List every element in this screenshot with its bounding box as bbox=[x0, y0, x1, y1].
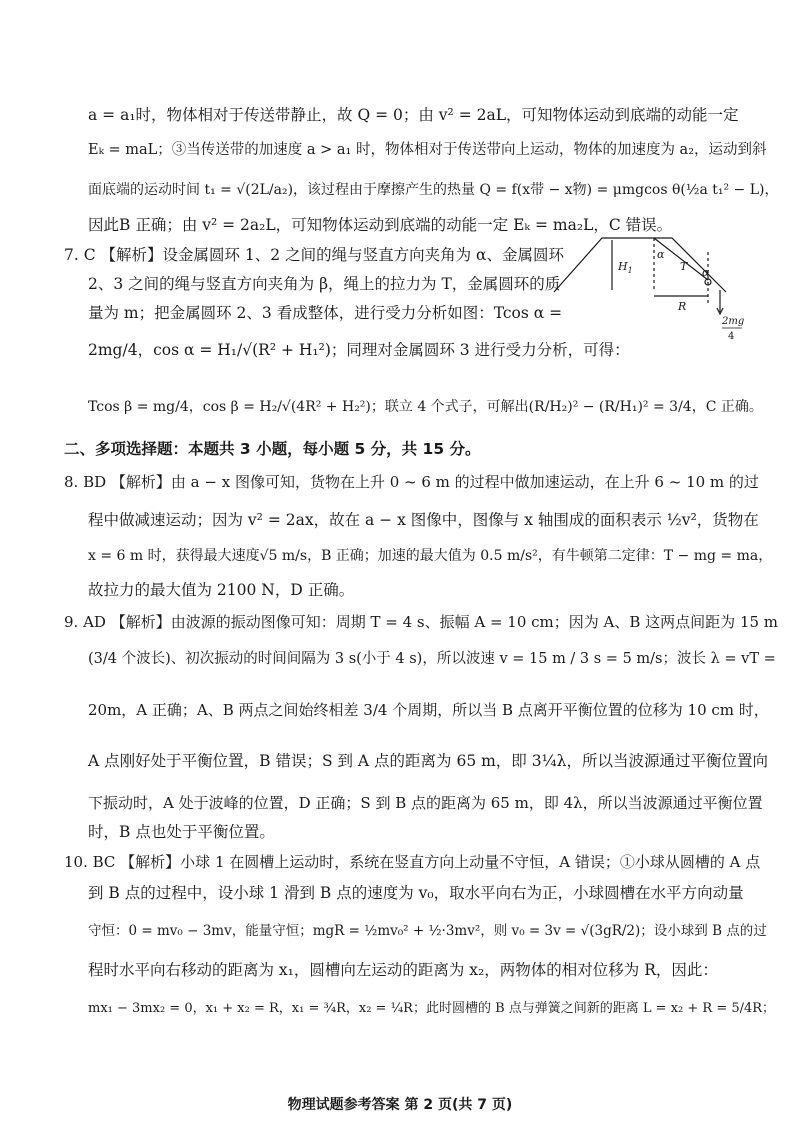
text-line: 面底端的运动时间 t₁ = √(2L/a₂)，该过程由于摩擦产生的热量 Q = f(x带 − x物) = μmgcos θ(½a t₁² − L)， bbox=[88, 182, 779, 198]
svg-text:T: T bbox=[680, 260, 688, 273]
text-line: 20m，A 正确；A、B 两点之间始终相差 3/4 个周期，所以当 B 点离开平衡位置的位移为 10 cm 时， bbox=[88, 701, 769, 719]
page-footer: 物理试题参考答案 第 2 页(共 7 页) bbox=[287, 1097, 513, 1113]
text-line: x = 6 m 时，获得最大速度√5 m/s，B 正确；加速的最大值为 0.5 m/s²，有牛顿第二定律：T − mg = ma， bbox=[88, 548, 773, 564]
text-line: 2、3 之间的绳与竖直方向夹角为 β，绳上的拉力为 T，金属圆环的质 bbox=[88, 275, 561, 293]
text-line: a = a₁时，物体相对于传送带静止，故 Q = 0；由 v² = 2aL，可知物体运动到底端的动能一定 bbox=[88, 106, 739, 124]
question-7-line: 7. C 【解析】设金属圆环 1、2 之间的绳与竖直方向夹角为 α、金属圆环 bbox=[64, 246, 564, 264]
text-line: 守恒：0 = mv₀ − 3mv，能量守恒；mgR = ½mv₀² + ½·3mv²，则 v₀ = 3v = √(3gR/2)；设小球到 B 点的过 bbox=[88, 923, 767, 939]
text-line: Tcos β = mg/4，cos β = H₂/√(4R² + H₂²)；联立 4 个式子，可解出(R/H₂)² − (R/H₁)² = 3/4，C 正确。 bbox=[88, 399, 763, 415]
svg-text:α: α bbox=[702, 266, 710, 279]
svg-text:α: α bbox=[657, 248, 665, 261]
svg-text:2mg: 2mg bbox=[722, 316, 745, 327]
question-9-line: 9. AD 【解析】由波源的振动图像可知：周期 T = 4 s、振幅 A = 10 cm；因为 A、B 这两点间距为 15 m bbox=[64, 613, 779, 631]
svg-text:H1: $H_1$ bbox=[618, 260, 633, 275]
text-line: 程中做减速运动；因为 v² = 2ax，故在 a − x 图像中，图像与 x 轴围成的面积表示 ½v²，货物在 bbox=[88, 511, 759, 529]
text-line: 到 B 点的过程中，设小球 1 滑到 B 点的速度为 v₀，取水平向右为正，小球圆槽在水平方向动量 bbox=[88, 884, 744, 902]
force-diagram bbox=[550, 232, 772, 344]
text-line: A 点刚好处于平衡位置，B 错误；S 到 A 点的距离为 65 m，即 3¼λ，所以当波源通过平衡位置向 bbox=[88, 752, 768, 770]
text-line: 程时水平向右移动的距离为 x₁，圆槽向左运动的距离为 x₂，两物体的相对位移为 R，因此： bbox=[88, 961, 718, 979]
text-line: 因此B 正确；由 v² = 2a₂L，可知物体运动到底端的动能一定 Eₖ = ma₂L，C 错误。 bbox=[88, 216, 673, 234]
text-line: 2mg/4，cos α = H₁/√(R² + H₁²)；同理对金属圆环 3 进行受力分析，可得： bbox=[88, 341, 630, 359]
section-heading: 二、多项选择题：本题共 3 小题，每小题 5 分，共 15 分。 bbox=[64, 440, 481, 458]
text-line: 时，B 点也处于平衡位置。 bbox=[88, 823, 275, 841]
question-8-line: 8. BD 【解析】由 a − x 图像可知，货物在上升 0 ~ 6 m 的过程中做加速运动，在上升 6 ~ 10 m 的过 bbox=[64, 473, 759, 491]
text-line: Eₖ = maL；③当传送带的加速度 a > a₁ 时，物体相对于传送带向上运动，物体的加速度为 a₂，运动到斜 bbox=[88, 142, 767, 158]
text-line: 量为 m；把金属圆环 2、3 看成整体，进行受力分析如图：Tcos α = bbox=[88, 304, 563, 322]
text-line: (3/4 个波长)、初次振动的时间间隔为 3 s(小于 4 s)，所以波速 v = 15 m / 3 s = 5 m/s；波长 λ = vT = bbox=[88, 651, 776, 667]
question-10-line: 10. BC 【解析】小球 1 在圆槽上运动时，系统在竖直方向上动量不守恒，A 错误；①小球从圆槽的 A 点 bbox=[64, 853, 761, 871]
svg-text:R: R bbox=[678, 300, 687, 313]
text-line: mx₁ − 3mx₂ = 0，x₁ + x₂ = R，x₁ = ¾R，x₂ = ¼R；此时圆槽的 B 点与弹簧之间新的距离 L = x₂ + R = 5/4R； bbox=[88, 1001, 776, 1016]
svg-text:4: 4 bbox=[728, 331, 735, 342]
text-line: 故拉力的最大值为 2100 N，D 正确。 bbox=[88, 581, 355, 599]
text-line: 下振动时，A 处于波峰的位置，D 正确；S 到 B 点的距离为 65 m，即 4λ，所以当波源通过平衡位置 bbox=[88, 794, 763, 812]
